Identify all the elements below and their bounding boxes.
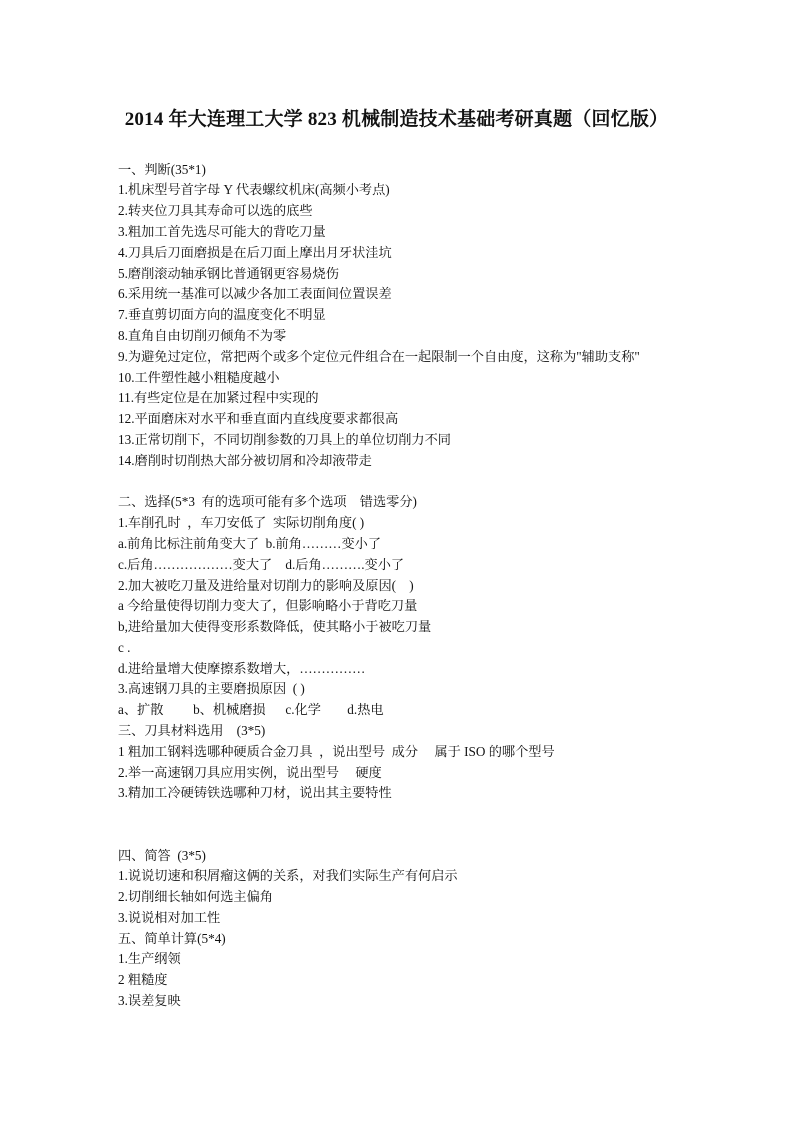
text-line: c . bbox=[118, 640, 131, 655]
text-line: 7.垂直剪切面方向的温度变化不明显 bbox=[118, 307, 326, 322]
document-title: 2014 年大连理工大学 823 机械制造技术基础考研真题（回忆版） bbox=[124, 109, 669, 130]
text-line: 四、简答 (3*5) bbox=[118, 848, 206, 863]
text-line: 3.误差复映 bbox=[118, 993, 181, 1008]
text-line: 4.刀具后刀面磨损是在后刀面上摩出月牙状洼坑 bbox=[118, 245, 392, 260]
text-line: 11.有些定位是在加紧过程中实现的 bbox=[118, 390, 319, 405]
text-line: 五、简单计算(5*4) bbox=[118, 931, 226, 946]
text-line: 2 粗糙度 bbox=[118, 972, 168, 987]
text-line: 9.为避免过定位，常把两个或多个定位元件组合在一起限制一个自由度，这称为"辅助支称" bbox=[118, 349, 640, 364]
text-line: 2.切削细长轴如何选主偏角 bbox=[118, 889, 273, 904]
text-line: 13.正常切削下，不同切削参数的刀具上的单位切削力不同 bbox=[118, 432, 451, 447]
text-line: a.前角比标注前角变大了 b.前角………变小了 bbox=[118, 536, 382, 551]
text-line: a、扩散 b、机械磨损 c.化学 d.热电 bbox=[118, 702, 384, 717]
text-line: 6.采用统一基准可以减少各加工表面间位置误差 bbox=[118, 286, 392, 301]
text-line: a 今给量使得切削力变大了，但影响略小于背吃刀量 bbox=[118, 598, 418, 613]
text-line: 一、判断(35*1) bbox=[118, 162, 206, 177]
text-line: 12.平面磨床对水平和垂直面内直线度要求都很高 bbox=[118, 411, 399, 426]
text-line: 14.磨削时切削热大部分被切屑和冷却液带走 bbox=[118, 453, 372, 468]
text-line: 2.转夹位刀具其寿命可以选的底些 bbox=[118, 203, 313, 218]
text-line: 1.生产纲领 bbox=[118, 951, 181, 966]
text-line: 1 粗加工钢料选哪种硬质合金刀具 ，说出型号 成分 属于 ISO 的哪个型号 bbox=[118, 744, 555, 759]
text-line: d.进给量增大使摩擦系数增大，…………… bbox=[118, 661, 366, 676]
text-line: 3.说说相对加工性 bbox=[118, 910, 221, 925]
text-line: 3.精加工冷硬铸铁选哪种刀材，说出其主要特性 bbox=[118, 785, 392, 800]
text-line: 8.直角自由切削刃倾角不为零 bbox=[118, 328, 287, 343]
text-line: 1.说说切速和积屑瘤这俩的关系，对我们实际生产有何启示 bbox=[118, 868, 458, 883]
text-line: 1.机床型号首字母 Y 代表螺纹机床(高频小考点) bbox=[118, 182, 390, 197]
text-line: 二、选择(5*3 有的选项可能有多个选项 错选零分) bbox=[118, 494, 417, 509]
text-line: b,进给量加大使得变形系数降低，使其略小于被吃刀量 bbox=[118, 619, 432, 634]
text-line: 三、刀具材料选用 (3*5) bbox=[118, 723, 266, 738]
text-line: 2.举一高速钢刀具应用实例，说出型号 硬度 bbox=[118, 765, 382, 780]
text-line: 10.工件塑性越小粗糙度越小 bbox=[118, 370, 280, 385]
text-line: 3.高速钢刀具的主要磨损原因 ( ) bbox=[118, 681, 305, 696]
text-line: c.后角………………变大了 d.后角……….变小了 bbox=[118, 557, 405, 572]
text-line: 3.粗加工首先选尽可能大的背吃刀量 bbox=[118, 224, 326, 239]
text-line: 5.磨削滚动轴承钢比普通钢更容易烧伤 bbox=[118, 266, 339, 281]
text-line: 2.加大被吃刀量及进给量对切削力的影响及原因( ) bbox=[118, 578, 414, 593]
text-line: 1.车削孔时 ，车刀安低了 实际切削角度( ) bbox=[118, 515, 365, 530]
